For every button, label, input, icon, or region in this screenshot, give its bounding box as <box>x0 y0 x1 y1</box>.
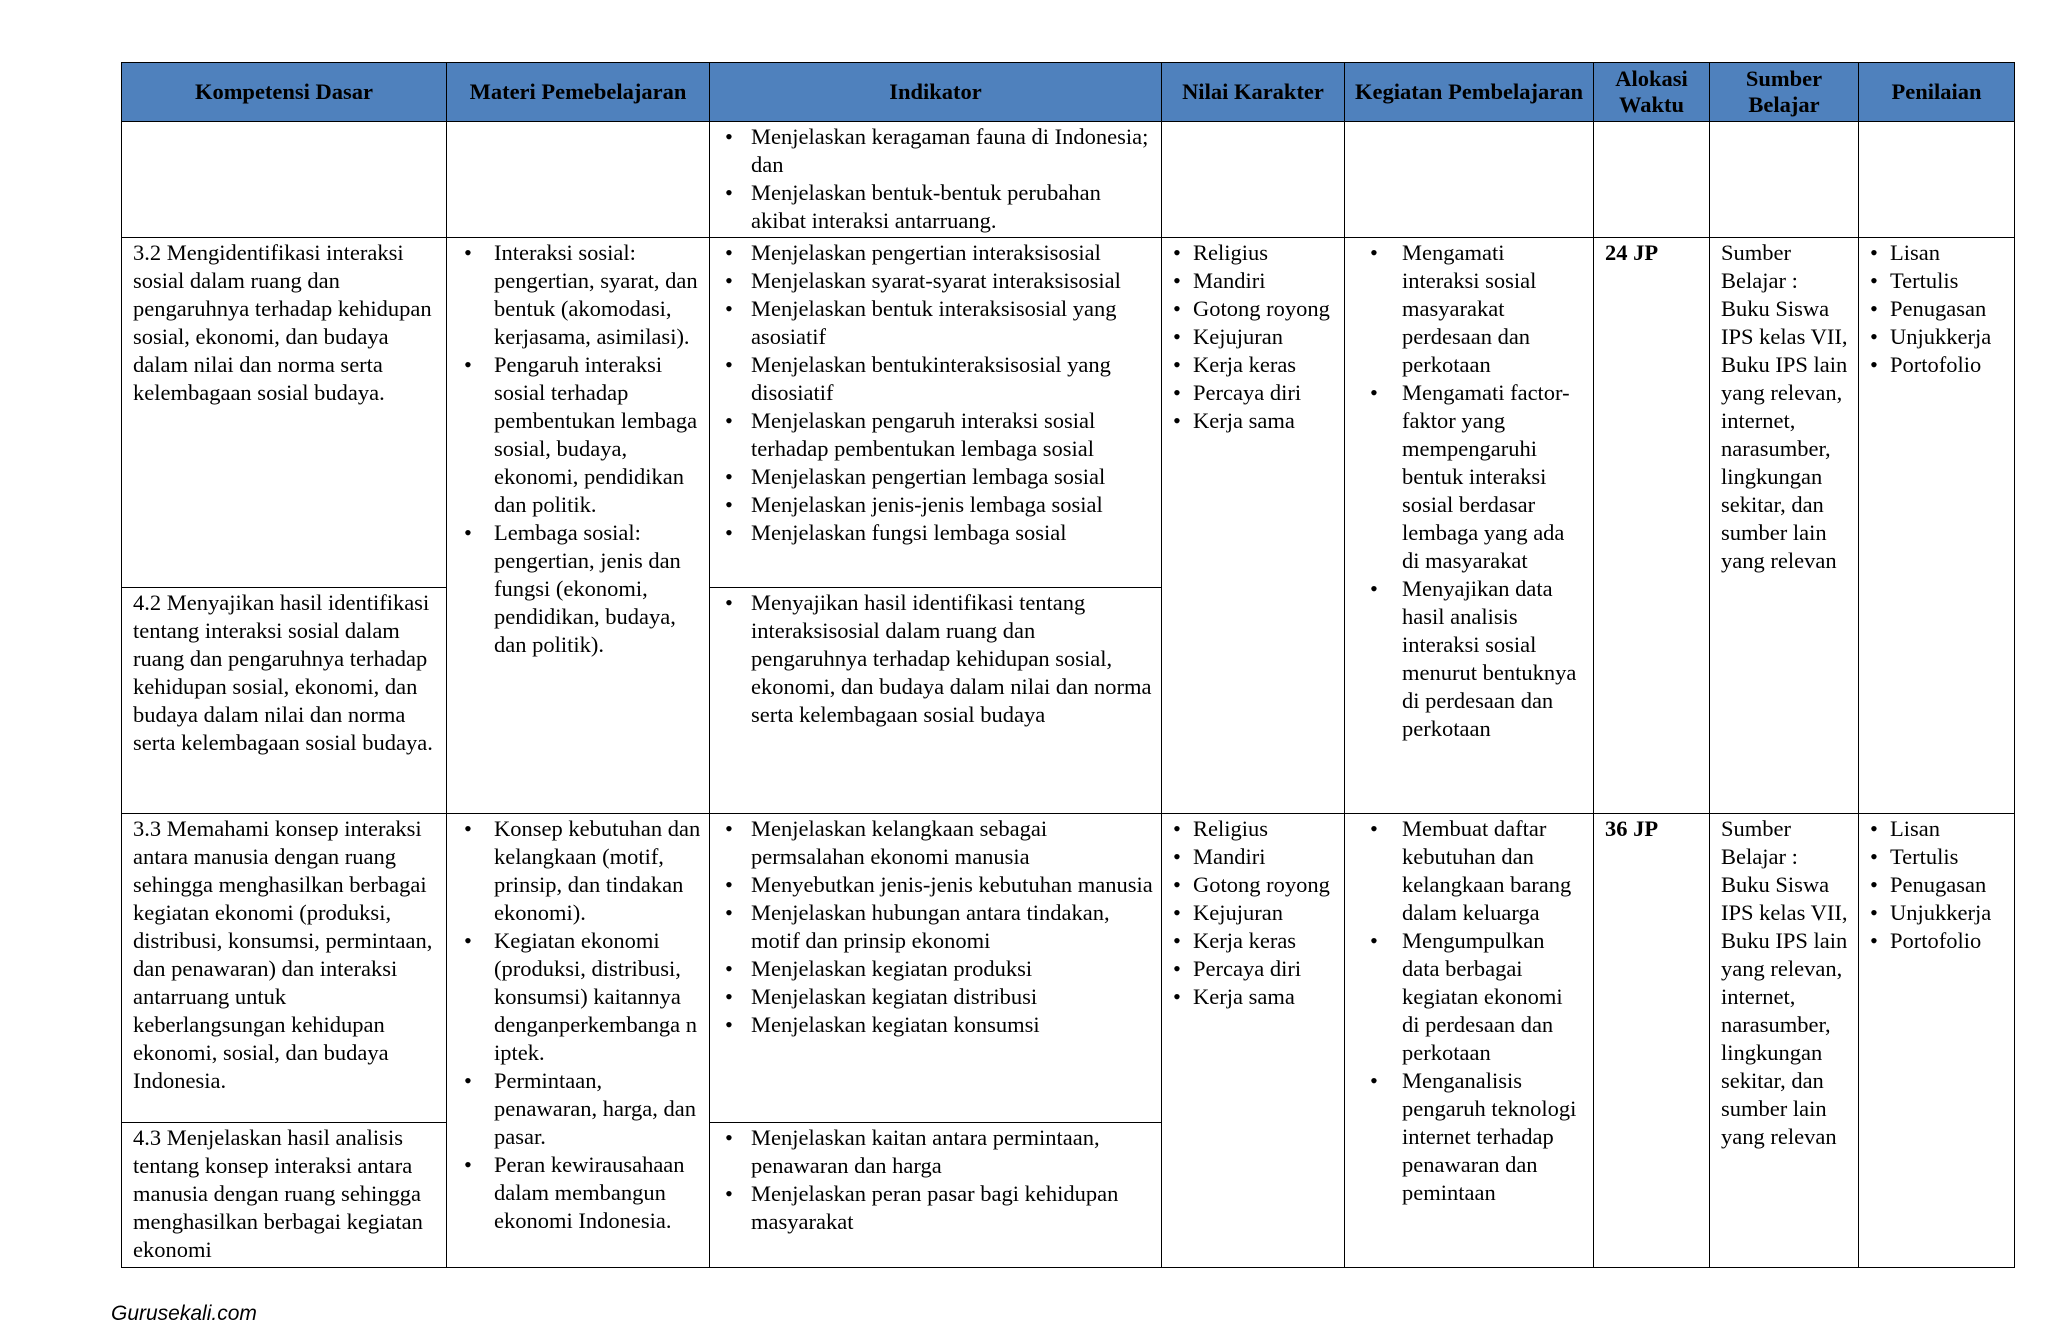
nilai-cell <box>1162 814 1345 1268</box>
indikator-list <box>721 123 1153 235</box>
kegiatan-list <box>1356 815 1585 1207</box>
kegiatan-list <box>1356 239 1585 743</box>
list-item: • Menjelaskan pengaruh interaksi sosial terhadap pembentukan lembaga sosial <box>721 407 1153 463</box>
nilai-cell <box>1162 238 1345 814</box>
indikator-list <box>721 589 1153 729</box>
list-item: • Membuat daftar kebutuhan dan kelangkaan barang dalam keluarga <box>1356 815 1585 927</box>
list-item: • Lisan <box>1870 239 2006 267</box>
kegiatan-cell <box>1345 238 1594 814</box>
penilaian-list <box>1870 239 2006 379</box>
list-item: • Menjelaskan bentuk-bentuk perubahan akibat interaksi antarruang. <box>721 179 1153 235</box>
list-item: • Menjelaskan keragaman fauna di Indonesia; dan <box>721 123 1153 179</box>
table-row <box>122 814 2015 1123</box>
indikator-cell <box>710 1123 1162 1268</box>
list-item: • Gotong royong <box>1173 295 1336 323</box>
alokasi-cell: 36 JP <box>1594 814 1710 1268</box>
list-item: • Lisan <box>1870 815 2006 843</box>
list-item: • Menganalisis pengaruh teknologi internet terhadap penawaran dan pemintaan <box>1356 1067 1585 1207</box>
list-item: • Menjelaskan hubungan antara tindakan, motif dan prinsip ekonomi <box>721 899 1153 955</box>
nilai-cell <box>1162 122 1345 238</box>
nilai-list <box>1173 815 1336 1011</box>
list-item: • Menyajikan hasil identifikasi tentang interaksisosial dalam ruang dan pengaruhnya terhadap kehidupan sosial, ekonomi, dan budaya dalam nilai dan norma serta kelembagaan sosial budaya <box>721 589 1153 729</box>
header-kegiatan: Kegiatan Pembelajaran <box>1345 63 1594 122</box>
list-item: • Mengamati interaksi sosial masyarakat perdesaan dan perkotaan <box>1356 239 1585 379</box>
list-item: • Kerja keras <box>1173 351 1336 379</box>
list-item: • Menjelaskan syarat-syarat interaksisosial <box>721 267 1153 295</box>
alokasi-cell: 24 JP <box>1594 238 1710 814</box>
table-row <box>122 122 2015 238</box>
indikator-list <box>721 1124 1153 1236</box>
header-kompetensi-dasar: Kompetensi Dasar <box>122 63 447 122</box>
list-item: • Menjelaskan pengertian lembaga sosial <box>721 463 1153 491</box>
list-item: • Penugasan <box>1870 871 2006 899</box>
header-nilai-karakter: Nilai Karakter <box>1162 63 1345 122</box>
indikator-cell <box>710 814 1162 1123</box>
list-item: • Mandiri <box>1173 267 1336 295</box>
syllabus-table <box>121 62 2015 1268</box>
materi-list <box>458 239 701 659</box>
table-row <box>122 238 2015 588</box>
list-item: • Gotong royong <box>1173 871 1336 899</box>
header-materi: Materi Pemebelajaran <box>447 63 710 122</box>
list-item: • Menjelaskan kegiatan distribusi <box>721 983 1153 1011</box>
footer-watermark: Gurusekali.com <box>111 1302 257 1325</box>
list-item: • Portofolio <box>1870 927 2006 955</box>
list-item: • Menjelaskan fungsi lembaga sosial <box>721 519 1153 547</box>
kd-cell <box>122 122 447 238</box>
list-item: • Menjelaskan bentuk interaksisosial yang asosiatif <box>721 295 1153 351</box>
list-item: • Menyebutkan jenis-jenis kebutuhan manusia <box>721 871 1153 899</box>
list-item: • Unjukkerja <box>1870 323 2006 351</box>
list-item: • Kejujuran <box>1173 899 1336 927</box>
list-item: • Religius <box>1173 815 1336 843</box>
list-item: • Kejujuran <box>1173 323 1336 351</box>
materi-cell <box>447 238 710 814</box>
kegiatan-cell <box>1345 814 1594 1268</box>
kd-cell: 4.2 Menyajikan hasil identifikasi tentang interaksi sosial dalam ruang dan pengaruhnya terhadap kehidupan sosial, ekonomi, dan budaya dalam nilai dan norma serta kelembagaan sosial budaya. <box>122 588 447 814</box>
list-item: • Kegiatan ekonomi (produksi, distribusi, konsumsi) kaitannya denganperkembanga n iptek. <box>458 927 701 1067</box>
list-item: • Penugasan <box>1870 295 2006 323</box>
materi-cell <box>447 814 710 1268</box>
list-item: • Unjukkerja <box>1870 899 2006 927</box>
header-alokasi: Alokasi Waktu <box>1594 63 1710 122</box>
list-item: • Peran kewirausahaan dalam membangun ekonomi Indonesia. <box>458 1151 701 1235</box>
penilaian-cell <box>1859 238 2015 814</box>
list-item: • Menyajikan data hasil analisis interaksi sosial menurut bentuknya di perdesaan dan perkotaan <box>1356 575 1585 743</box>
kd-cell: 3.3 Memahami konsep interaksi antara manusia dengan ruang sehingga menghasilkan berbagai kegiatan ekonomi (produksi, distribusi, konsumsi, permintaan, dan penawaran) dan interaksi antarruang untuk keberlangsungan kehidupan ekonomi, sosial, dan budaya Indonesia. <box>122 814 447 1123</box>
list-item: • Mandiri <box>1173 843 1336 871</box>
list-item: • Mengumpulkan data berbagai kegiatan ekonomi di perdesaan dan perkotaan <box>1356 927 1585 1067</box>
list-item: • Kerja keras <box>1173 927 1336 955</box>
list-item: • Interaksi sosial: pengertian, syarat, dan bentuk (akomodasi, kerjasama, asimilasi). <box>458 239 701 351</box>
penilaian-cell <box>1859 122 2015 238</box>
header-row <box>122 63 2015 122</box>
list-item: • Tertulis <box>1870 267 2006 295</box>
list-item: • Menjelaskan kelangkaan sebagai permsalahan ekonomi manusia <box>721 815 1153 871</box>
indikator-cell <box>710 122 1162 238</box>
list-item: • Kerja sama <box>1173 983 1336 1011</box>
list-item: • Percaya diri <box>1173 379 1336 407</box>
list-item: • Menjelaskan kegiatan produksi <box>721 955 1153 983</box>
list-item: • Religius <box>1173 239 1336 267</box>
list-item: • Menjelaskan bentukinteraksisosial yang disosiatif <box>721 351 1153 407</box>
nilai-list <box>1173 239 1336 435</box>
indikator-cell <box>710 238 1162 588</box>
sumber-cell <box>1710 122 1859 238</box>
materi-list <box>458 815 701 1235</box>
list-item: • Menjelaskan kaitan antara permintaan, penawaran dan harga <box>721 1124 1153 1180</box>
header-indikator: Indikator <box>710 63 1162 122</box>
kd-cell: 3.2 Mengidentifikasi interaksi sosial dalam ruang dan pengaruhnya terhadap kehidupan sosial, ekonomi, dan budaya dalam nilai dan norma serta kelembagaan sosial budaya. <box>122 238 447 588</box>
list-item: • Menjelaskan pengertian interaksisosial <box>721 239 1153 267</box>
list-item: • Portofolio <box>1870 351 2006 379</box>
sumber-cell: Sumber Belajar : Buku Siswa IPS kelas VII, Buku IPS lain yang relevan, internet, narasumber, lingkungan sekitar, dan sumber lain yang relevan <box>1710 238 1859 814</box>
list-item: • Pengaruh interaksi sosial terhadap pembentukan lembaga sosial, budaya, ekonomi, pendidikan dan politik. <box>458 351 701 519</box>
header-sumber: Sumber Belajar <box>1710 63 1859 122</box>
list-item: • Percaya diri <box>1173 955 1336 983</box>
list-item: • Kerja sama <box>1173 407 1336 435</box>
materi-cell <box>447 122 710 238</box>
penilaian-cell <box>1859 814 2015 1268</box>
penilaian-list <box>1870 815 2006 955</box>
list-item: • Menjelaskan jenis-jenis lembaga sosial <box>721 491 1153 519</box>
list-item: • Konsep kebutuhan dan kelangkaan (motif, prinsip, dan tindakan ekonomi). <box>458 815 701 927</box>
kd-cell: 4.3 Menjelaskan hasil analisis tentang konsep interaksi antara manusia dengan ruang sehingga menghasilkan berbagai kegiatan ekonomi <box>122 1123 447 1268</box>
indikator-list <box>721 815 1153 1039</box>
list-item: • Menjelaskan kegiatan konsumsi <box>721 1011 1153 1039</box>
list-item: • Tertulis <box>1870 843 2006 871</box>
list-item: • Menjelaskan peran pasar bagi kehidupan masyarakat <box>721 1180 1153 1236</box>
indikator-list <box>721 239 1153 547</box>
indikator-cell <box>710 588 1162 814</box>
list-item: • Lembaga sosial: pengertian, jenis dan fungsi (ekonomi, pendidikan, budaya, dan politik). <box>458 519 701 659</box>
sumber-cell: Sumber Belajar : Buku Siswa IPS kelas VII, Buku IPS lain yang relevan, internet, narasumber, lingkungan sekitar, dan sumber lain yang relevan <box>1710 814 1859 1268</box>
list-item: • Mengamati factor-faktor yang mempengaruhi bentuk interaksi sosial berdasar lembaga yang ada di masyarakat <box>1356 379 1585 575</box>
header-penilaian: Penilaian <box>1859 63 2015 122</box>
alokasi-cell <box>1594 122 1710 238</box>
kegiatan-cell <box>1345 122 1594 238</box>
list-item: • Permintaan, penawaran, harga, dan pasar. <box>458 1067 701 1151</box>
